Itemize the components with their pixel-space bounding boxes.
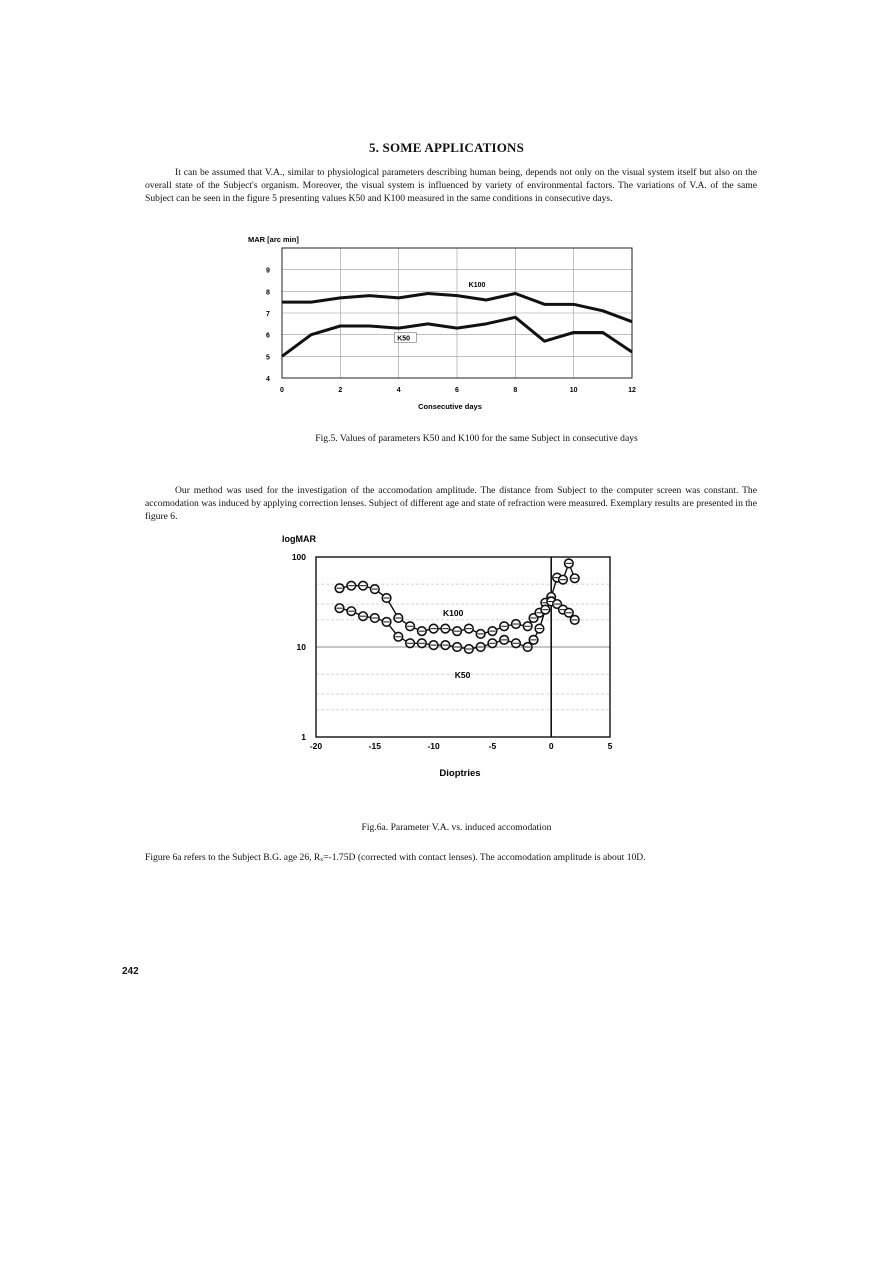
paragraph-figure6-note: Figure 6a refers to the Subject B.G. age 26, Rₓ=-1.75D (corrected with contact lenses). The accomodation amplitude is about 10D. <box>145 852 646 863</box>
fig5-ytick-label: 4 <box>266 376 270 383</box>
fig6-xtick-label: -10 <box>427 741 440 751</box>
figure-5-chart <box>240 230 660 415</box>
fig5-ytick-label: 8 <box>266 289 270 297</box>
fig6-xtick-label: 5 <box>607 741 613 751</box>
fig6-caption: Fig.6a. Parameter V.A. vs. induced accomodation <box>361 822 552 833</box>
fig5-xtick-label: 0 <box>280 387 284 394</box>
fig5-xtick-label: 8 <box>513 387 518 394</box>
paragraph-intro: It can be assumed that V.A., similar to physiological parameters describing human being, depends not only on the visual system itself but also on the overall state of the Subject's organism. Moreover, the visual system is influenced by variety of environmental factors. The variations of V.A. of the same Subject can be seen in the figure 5 presenting values K50 and K100 measured in the same conditions in consecutive days. <box>145 167 757 204</box>
fig6-ytick-label: 10 <box>296 642 306 652</box>
fig6-lines <box>335 559 579 680</box>
fig6-series-k100 <box>340 563 575 633</box>
fig5-ytick-label: 5 <box>266 354 270 362</box>
paragraph-method: Our method was used for the investigation of the accomodation amplitude. The distance from Subject to the computer screen was constant. The accomodation was induced by applying correction lenses. Subject of different age and state of refraction were measured. Exemplary results are presented in the figure 6. <box>145 485 757 522</box>
fig5-xlabel: Consecutive days <box>418 402 482 411</box>
fig6-xtick-label: 0 <box>548 741 554 751</box>
fig5-xtick-label: 4 <box>396 387 401 394</box>
fig5-xtick-label: 12 <box>628 387 636 394</box>
fig5-ytick-label: 7 <box>266 311 270 318</box>
fig5-caption: Fig.5. Values of parameters K50 and K100 for the same Subject in consecutive days <box>315 433 638 444</box>
fig6-label-k50: K50 <box>454 670 471 681</box>
fig6-label-k100: K100 <box>443 608 464 619</box>
fig5-xtick-label: 10 <box>569 387 578 394</box>
page-number: 242 <box>122 966 139 977</box>
section-heading: 5. SOME APPLICATIONS <box>368 140 525 155</box>
fig5-ytick-label: 9 <box>266 267 270 275</box>
fig6-xlabel: Dioptries <box>439 768 481 779</box>
fig6-xtick-label: -5 <box>488 741 497 751</box>
fig5-ylabel: MAR [arc min] <box>248 235 299 244</box>
fig6-ytick-label: 100 <box>291 552 306 562</box>
fig5-xtick-label: 2 <box>338 387 343 394</box>
fig5-label-k50: K50 <box>397 335 411 343</box>
fig5-label-k100: K100 <box>468 282 486 289</box>
fig6-xtick-label: -20 <box>309 741 323 751</box>
fig6-xtick-label: -15 <box>368 741 381 751</box>
fig5-ytick-label: 6 <box>266 332 270 340</box>
fig6-ylabel: logMAR <box>282 534 316 544</box>
fig6-ytick-label: 1 <box>301 732 306 742</box>
fig5-grid <box>282 248 632 378</box>
figure-6a-chart <box>270 530 640 780</box>
fig5-xtick-label: 6 <box>455 387 459 394</box>
